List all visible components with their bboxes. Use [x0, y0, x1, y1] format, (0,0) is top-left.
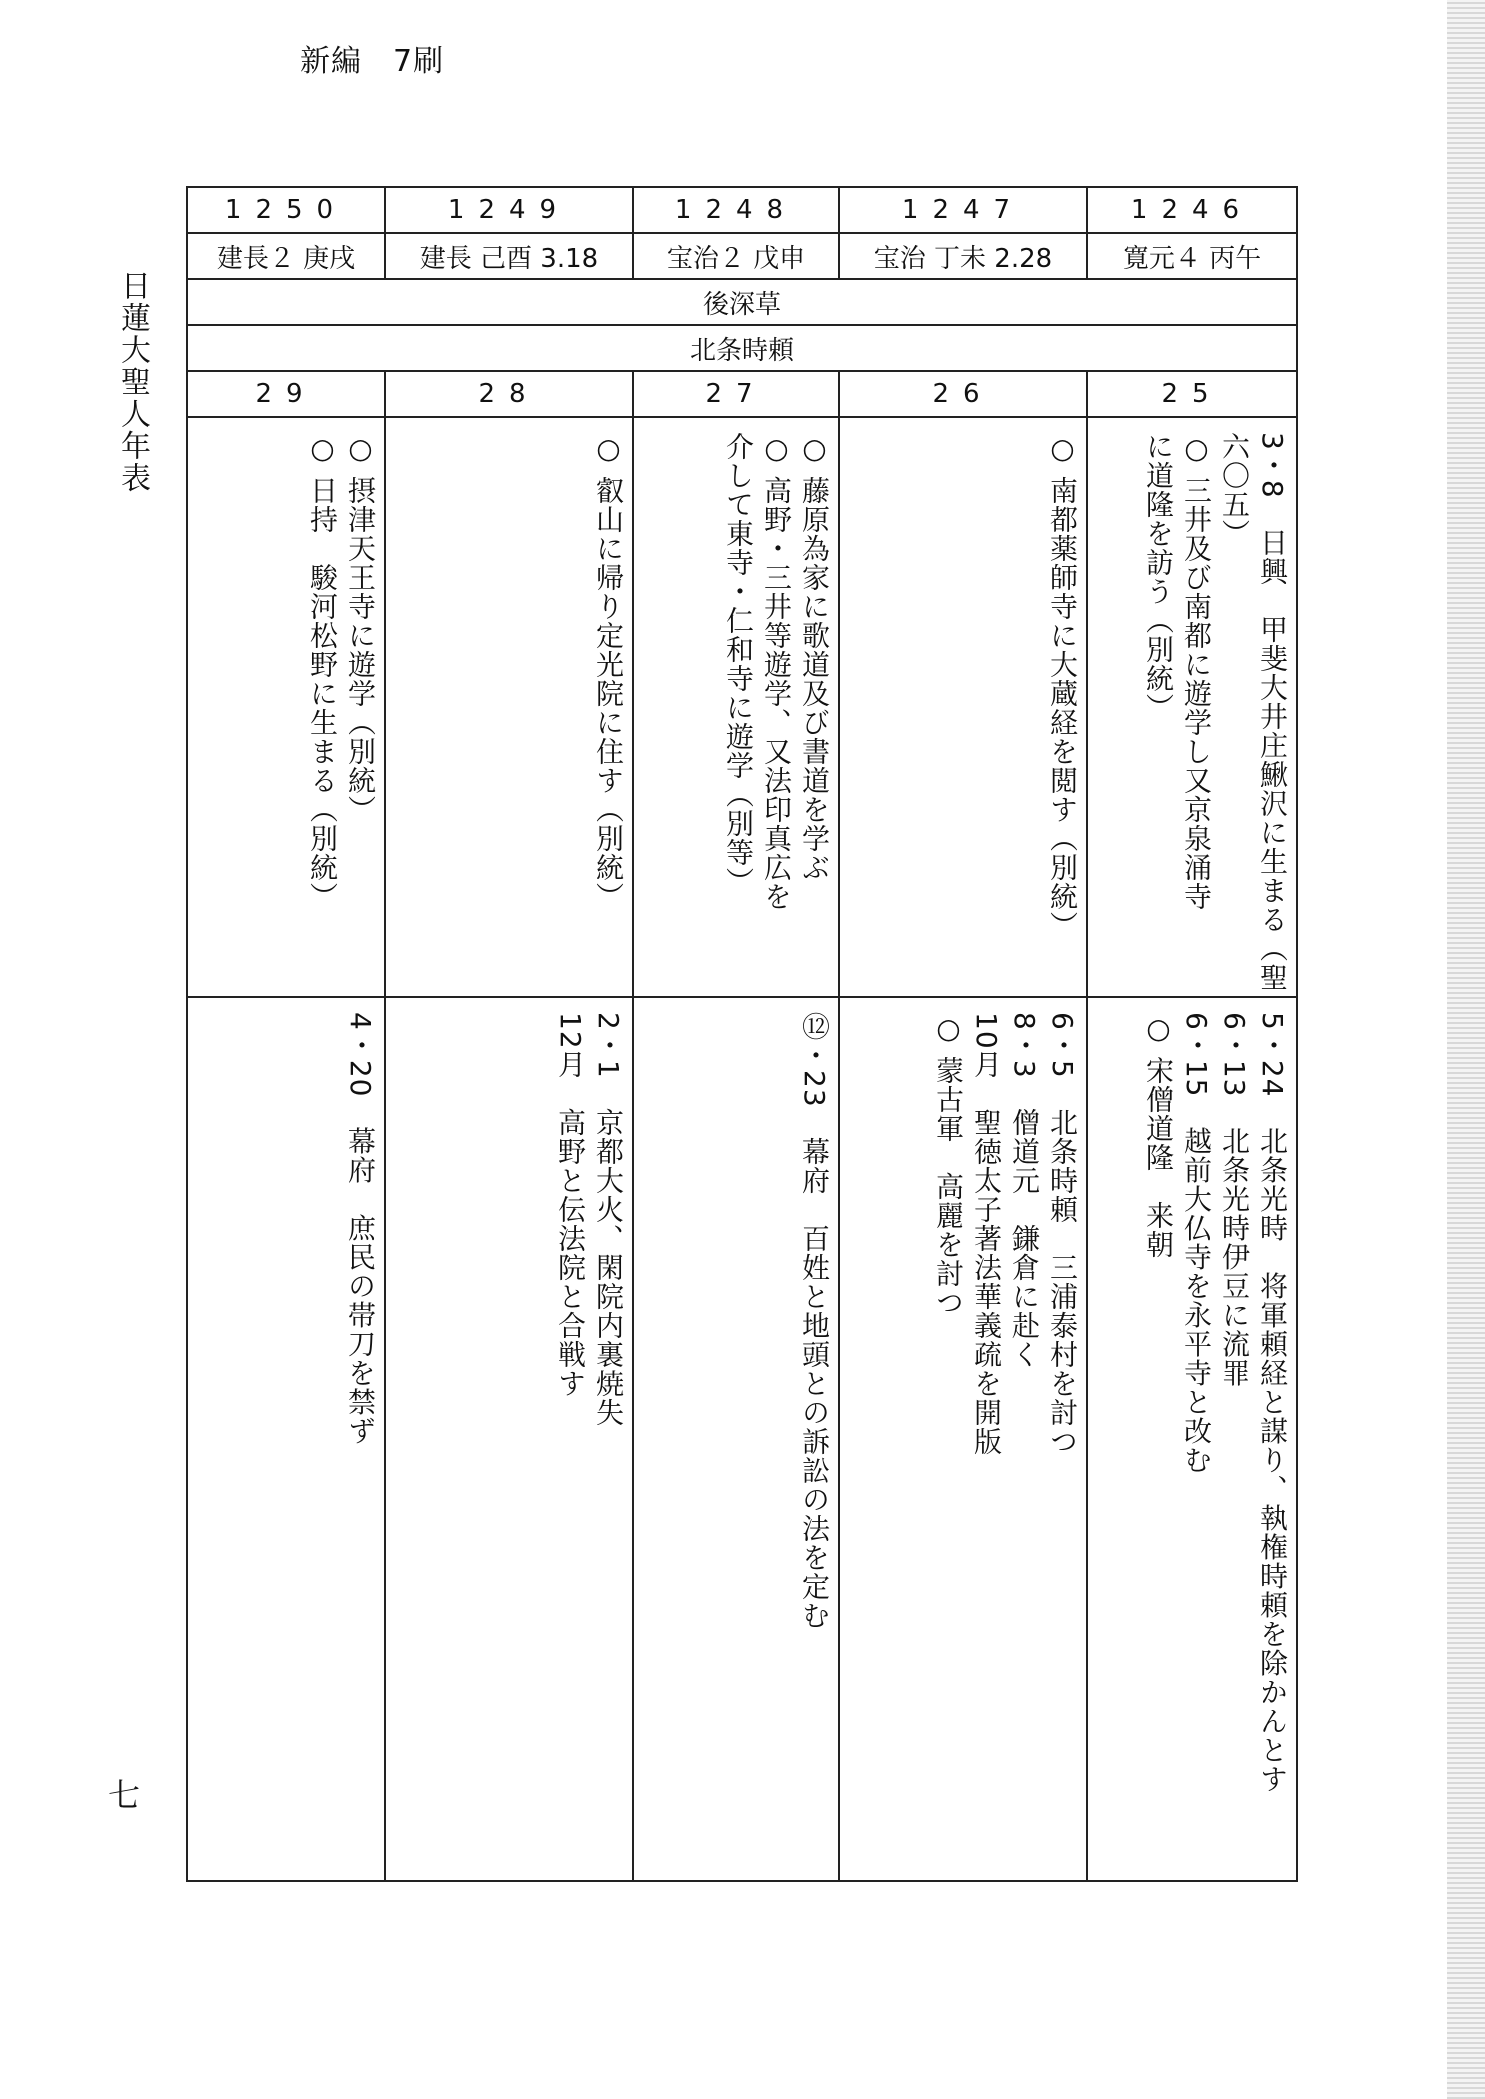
world-events-row: [188, 998, 1296, 1880]
page-edge-shadow: [1447, 0, 1485, 2099]
year-cell: 1247: [840, 188, 1088, 232]
page-number: 七: [108, 1776, 141, 1814]
life-event: 3・8 日興 甲斐大井庄鰍沢に生まる（聖: [1256, 432, 1289, 992]
age-cell: 26: [840, 372, 1088, 416]
world-event: 2・1 京都大火、閑院内裏焼失: [592, 1012, 625, 1427]
emperor-cell: 後深草: [702, 289, 781, 320]
era-row: [188, 234, 1296, 280]
book-title: 日蓮大聖人年表: [115, 270, 150, 494]
era-cell: 宝治２ 戊申: [634, 234, 840, 278]
world-events-cell: [1088, 998, 1296, 1880]
world-event: 4・20 幕府 庶民の帯刀を禁ず: [344, 1012, 377, 1446]
era-cell: 建長 己酉 3.18: [386, 234, 634, 278]
life-events-cell: [386, 418, 634, 996]
life-events-cell: [1088, 418, 1296, 996]
emperor-row: [188, 280, 1296, 326]
edition-label: 新編 7刷: [300, 44, 445, 79]
life-events-cell: [188, 418, 386, 996]
year-cell: 1249: [386, 188, 634, 232]
chronology-table: [186, 186, 1298, 1882]
world-event: 12月 高野と伝法院と合戦す: [554, 1012, 587, 1398]
age-cell: 29: [188, 372, 386, 416]
regent-row: [188, 326, 1296, 372]
life-event: ○ 摂津天王寺に遊学（別統）: [344, 432, 377, 824]
world-events-cell: [386, 998, 634, 1880]
life-events-row: [188, 418, 1296, 998]
age-cell: 28: [386, 372, 634, 416]
era-cell: 宝治 丁未 2.28: [840, 234, 1088, 278]
life-event: ○ 日持 駿河松野に生まる（別統）: [306, 432, 339, 911]
age-cell: 25: [1161, 379, 1223, 409]
age-row: [188, 372, 1296, 418]
year-cell: 1246: [1130, 195, 1254, 225]
life-event: ○ 三井及び南都に遊学し又京泉涌寺: [1180, 432, 1213, 911]
world-event: 6・15 越前大仏寺を永平寺と改む: [1180, 1012, 1213, 1475]
life-events-cell: [840, 418, 1088, 996]
year-row: [188, 188, 1296, 234]
world-event: ○ 宋僧道隆 来朝: [1142, 1012, 1175, 1259]
era-cell: 寛元４ 丙午: [1122, 243, 1262, 274]
world-event: 6・5 北条時頼 三浦泰村を討つ: [1046, 1012, 1079, 1456]
world-event: 10月 聖徳太子著法華義疏を開版: [970, 1012, 1003, 1456]
life-event: に道隆を訪う（別統）: [1142, 432, 1175, 722]
regent-cell: 北条時頼: [689, 335, 794, 366]
year-cell: 1250: [188, 188, 386, 232]
world-events-cell: [840, 998, 1088, 1880]
world-events-cell: [188, 998, 386, 1880]
life-event: ○ 叡山に帰り定光院に住す（別統）: [592, 432, 625, 911]
world-event: 8・3 僧道元 鎌倉に赴く: [1008, 1012, 1041, 1369]
world-event: 6・13 北条光時伊豆に流罪: [1218, 1012, 1251, 1388]
world-events-cell: [634, 998, 840, 1880]
year-cell: 1248: [634, 188, 840, 232]
life-event: 介して東寺・仁和寺に遊学（別等）: [722, 432, 755, 896]
life-events-cell: [634, 418, 840, 996]
age-cell: 27: [634, 372, 840, 416]
life-event: ○ 高野・三井等遊学、又法印真広を: [760, 432, 793, 911]
life-event: ○ 南都薬師寺に大蔵経を閲す（別統）: [1046, 432, 1079, 940]
era-cell: 建長２ 庚戌: [188, 234, 386, 278]
world-event: ○ 蒙古軍 高麗を討つ: [932, 1012, 965, 1317]
world-event: 5・24 北条光時 将軍頼経と謀り、執権時頼を除かんとす: [1256, 1012, 1289, 1794]
life-event: 六〇五）: [1218, 432, 1251, 548]
world-event: ⑫・23 幕府 百姓と地頭との訴訟の法を定む: [798, 1012, 831, 1630]
life-event: ○ 藤原為家に歌道及び書道を学ぶ: [798, 432, 831, 882]
